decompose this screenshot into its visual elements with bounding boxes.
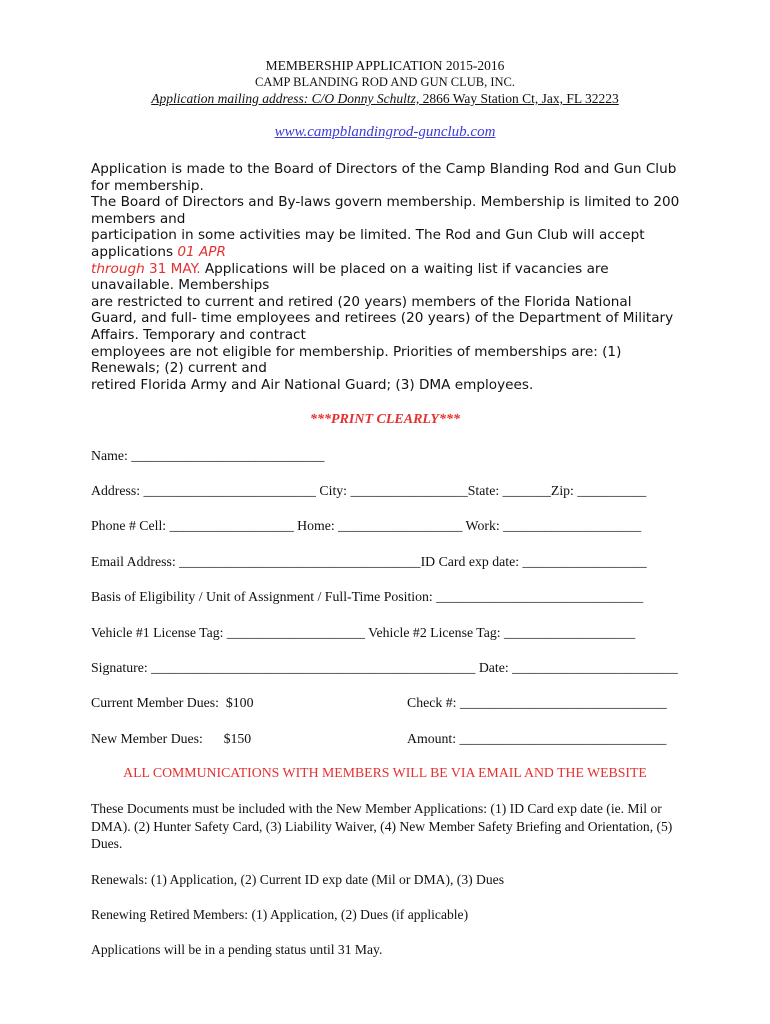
club-name: CAMP BLANDING ROD AND GUN CLUB, INC. [255,75,515,89]
vehicle-tags-field[interactable]: Vehicle #1 License Tag: ____________________ Vehicle #2 License Tag: ___________________ [91,625,636,640]
intro-line-6: employees are not eligible for membership. Priorities of memberships are: (1) Renewals; (2) current and [91,343,622,377]
current-dues-label: Current Member Dues: $100 [91,695,254,710]
close-date: 31 MAY [144,260,197,277]
intro-line-5: are restricted to current and retired (20 years) members of the Florida National Guard, and full- time employees and retirees (20 years) of the Department of Military Affairs. Temporary and contract [91,293,674,343]
intro-line-2: The Board of Directors and By-laws govern membership. Membership is limited to 200 members and [91,194,680,227]
amount-field[interactable]: Amount: ______________________________ [407,731,667,746]
new-member-requirements: These Documents must be included with the New Member Applications: (1) ID Card exp date (ie. Mil or DMA). (2) Hunter Safety Card, (3) Liability Waiver, (4) New Member Safety Briefing and Orientation, (5) Dues. [91,801,673,851]
open-date: 01 APR [177,243,226,260]
through-word: through [91,260,145,277]
pending-status-note: Applications will be in a pending status until 31 May. [91,942,383,957]
communications-notice: ALL COMMUNICATIONS WITH MEMBERS WILL BE VIA EMAIL AND THE WEBSITE [123,765,647,780]
email-field[interactable]: Email Address: ___________________________________ID Card exp date: __________________ [91,554,647,569]
renewal-requirements: Renewals: (1) Application, (2) Current ID exp date (Mil or DMA), (3) Dues [91,872,504,887]
name-field[interactable]: Name: ____________________________ [91,448,325,463]
new-dues-label: New Member Dues: $150 [91,731,252,746]
check-number-field[interactable]: Check #: ______________________________ [407,695,667,710]
print-clearly-notice: ***PRINT CLEARLY*** [310,412,460,427]
address-field[interactable]: Address: _________________________ City: _________________State: _______Zip: __________ [91,483,647,498]
signature-field[interactable]: Signature: _______________________________________________ Date: ________________________ [91,660,678,675]
intro-line-1: Application is made to the Board of Directors of the Camp Blanding Rod and Gun Club for membership. [91,161,677,194]
mailing-prefix: Application mailing address: C/O Donny Schultz, [151,91,420,106]
website-link[interactable]: www.campblandingrod-gunclub.com [274,124,496,140]
intro-line-4: through 31 MAY. Applications will be placed on a waiting list if vacancies are unavailable. Memberships [91,260,609,294]
intro-line-7: retired Florida Army and Air National Guard; (3) DMA employees. [91,376,534,393]
intro-text [91,161,681,393]
retired-renewal-requirements: Renewing Retired Members: (1) Application, (2) Dues (if applicable) [91,907,469,922]
mailing-street: 2866 Way Station Ct, Jax, FL 32223 [419,91,619,106]
eligibility-field[interactable]: Basis of Eligibility / Unit of Assignment / Full-Time Position: ______________________________ [91,589,644,604]
phone-field[interactable]: Phone # Cell: __________________ Home: __________________ Work: ____________________ [91,518,642,533]
mailing-address [0,91,770,107]
intro-line-3: participation in some activities may be limited. The Rod and Gun Club will accept applications 01 APR [91,227,645,260]
form-title: MEMBERSHIP APPLICATION 2015-2016 [265,58,505,73]
